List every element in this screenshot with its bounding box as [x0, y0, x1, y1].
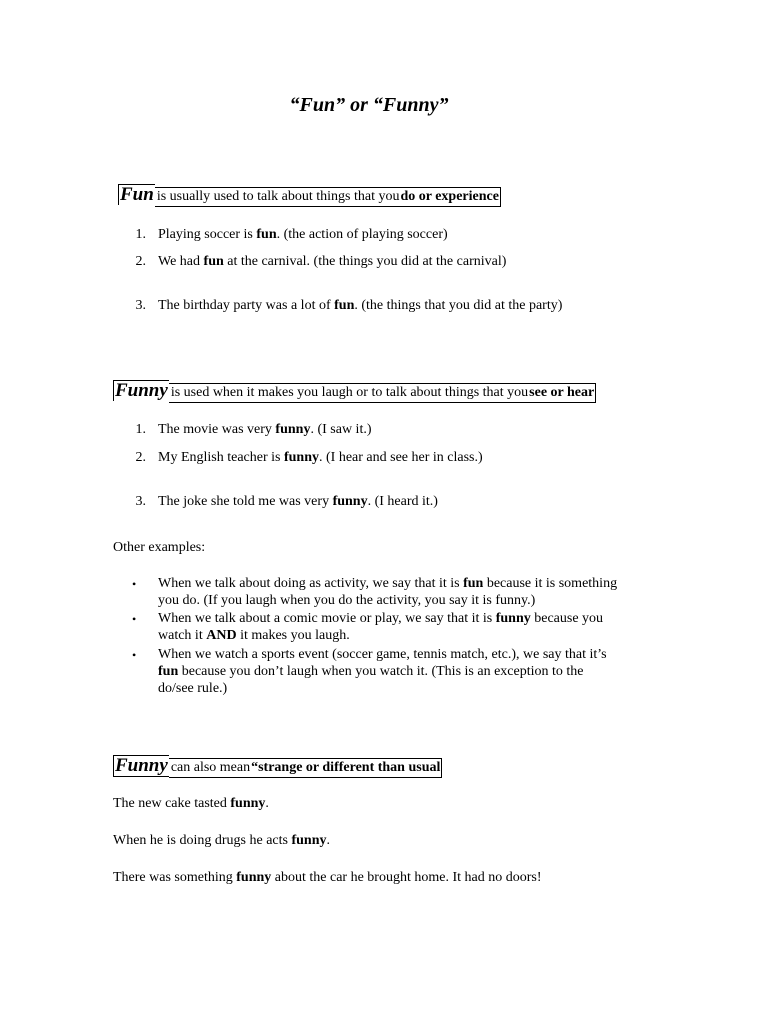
fun-heading-strong: do or experience [400, 187, 501, 207]
list-item-continuation: fun because you don’t laugh when you watch it. (This is an exception to the [158, 664, 584, 679]
sentence: The new cake tasted funny. [113, 796, 269, 811]
strange-heading-term: Funny [115, 755, 168, 776]
funny-heading-strong: see or hear [529, 383, 596, 403]
document-page: “Fun” or “Funny” Funis usually used to talk about things that youdo or experience 1. Playing soccer is fun. (the action of playing soccer) 2. We had fun at the carnival. (the things you did at the carnival) 3. The birthday party was a lot of fun. (the things that you did at the party) Funnyis used when it makes you laugh or to talk about things that yousee or hear 1. The movie was very funny. (I saw it.) 2. My English teacher is funny. (I hear and see her in class.) 3. The joke she told me was very funny. (I heard it.) Other examples: • When we talk about doing as activity, we say that it is fun because it is something you do. (If you laugh when you do the activity, you say it is funny.) • When we talk about a comic movie or play, we say that it is funny because you watch it AND it makes you laugh. • When we watch a sports event (soccer game, tennis match, etc.), we say that it’s fun because you don’t laugh when you watch it. (This is an exception to the do/see rule.) Funnycan also mean“strange or different than usual The new cake tasted funny. When he is doing drugs he acts funny. There was something funny about the car he brought home. It had no doors! [0, 0, 768, 1024]
list-item-continuation: watch it AND it makes you laugh. [158, 628, 350, 643]
strange-heading-strong: “strange or different than usual [251, 758, 442, 778]
list-item-continuation: you do. (If you laugh when you do the activity, you say it is funny.) [158, 593, 536, 608]
fun-heading [118, 184, 501, 207]
funny-heading-desc: is used when it makes you laugh or to talk about things that you [169, 383, 529, 403]
bullet-icon: • [132, 577, 137, 591]
strange-heading [113, 755, 442, 778]
funny-heading-term: Funny [115, 380, 168, 401]
list-item-continuation: do/see rule.) [158, 681, 228, 696]
list-item: When we talk about doing as activity, we say that it is fun because it is something [158, 576, 618, 591]
funny-heading [113, 380, 596, 403]
fun-heading-term: Fun [120, 184, 154, 205]
sentence: There was something funny about the car he brought home. It had no doors! [113, 870, 542, 885]
bullet-icon: • [132, 612, 137, 626]
page-title: “Fun” or “Funny” [289, 94, 449, 116]
fun-heading-desc: is usually used to talk about things that you [155, 187, 401, 207]
bullet-icon: • [132, 648, 137, 662]
other-examples-label: Other examples: [113, 540, 206, 555]
list-item: When we watch a sports event (soccer game, tennis match, etc.), we say that it’s [158, 647, 607, 662]
list-item: When we talk about a comic movie or play, we say that it is funny because you [158, 611, 604, 626]
strange-heading-desc: can also mean [169, 758, 251, 778]
sentence: When he is doing drugs he acts funny. [113, 833, 330, 848]
